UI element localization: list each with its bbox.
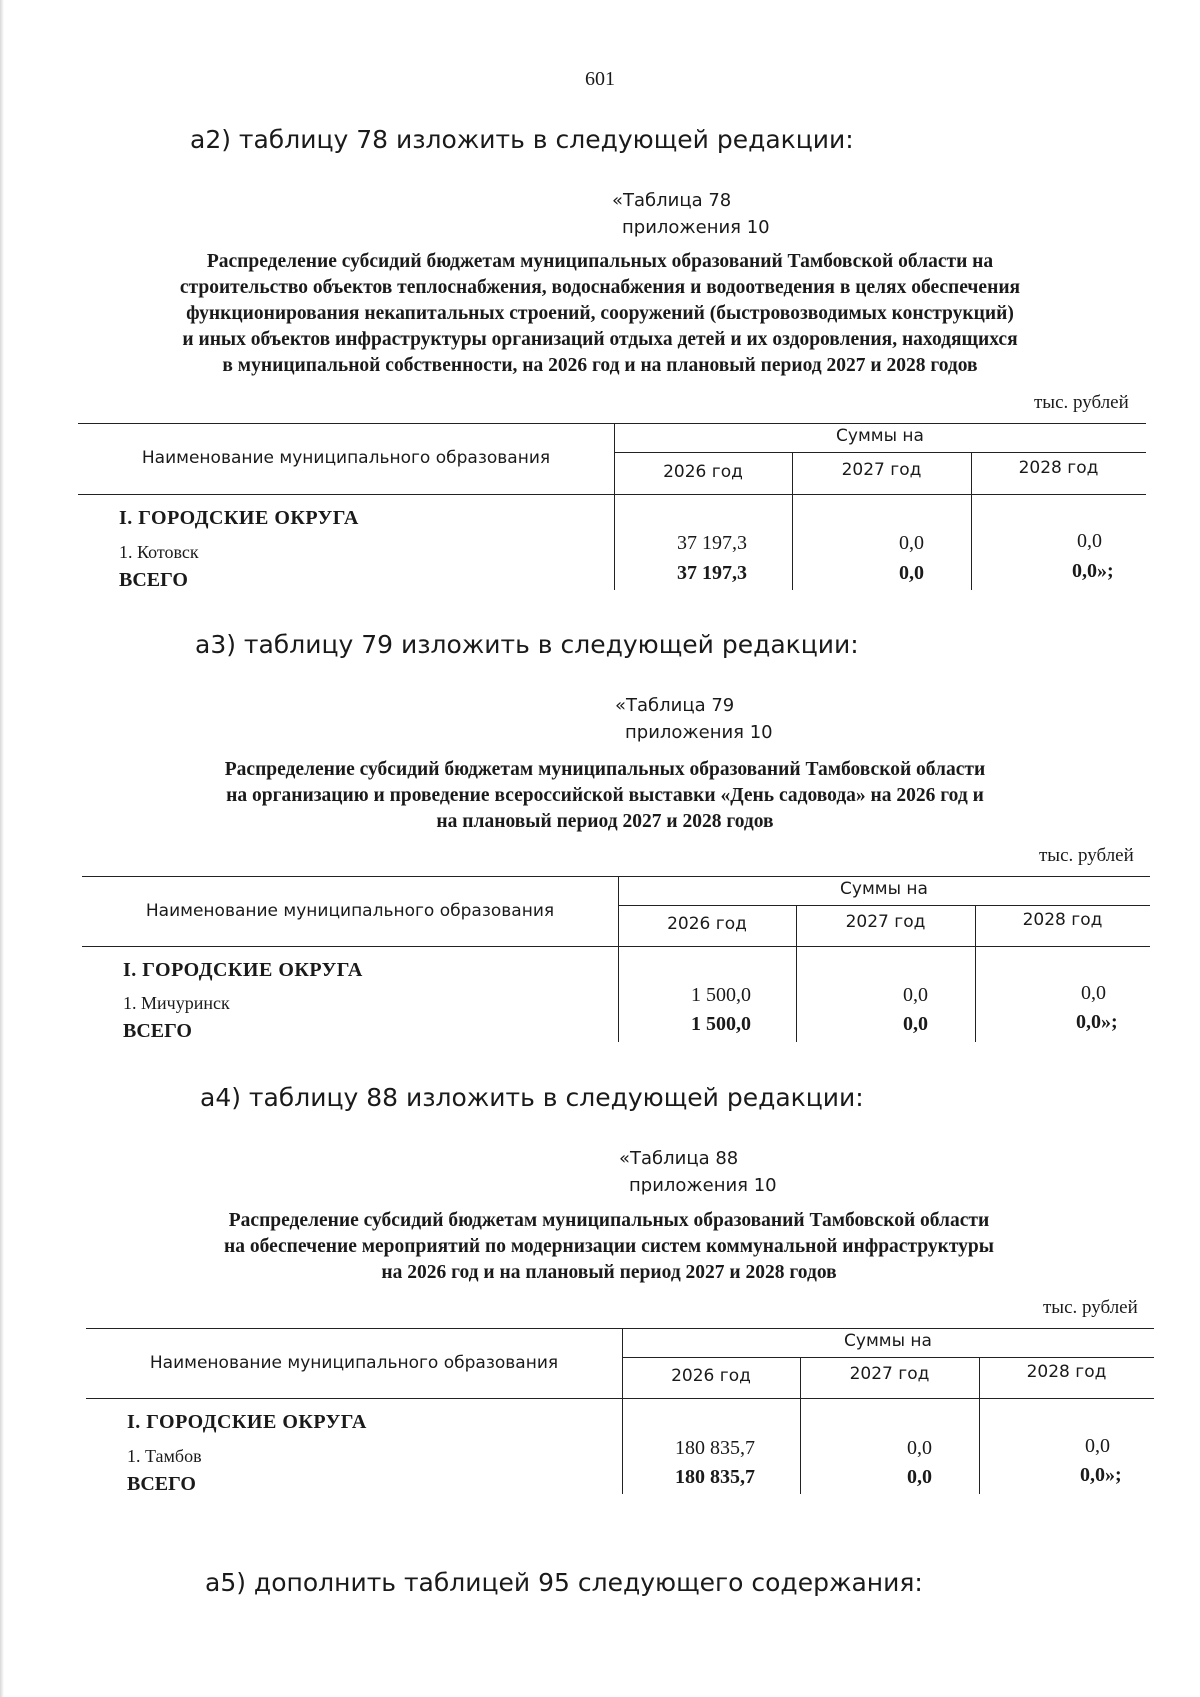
- page-number: 601: [585, 68, 615, 90]
- table-top-border: [78, 423, 1146, 424]
- table-reference: [619, 1145, 777, 1199]
- table-title-line: на 2026 год и на плановый период 2027 и 2028 годов: [381, 1262, 837, 1283]
- row-value-2027: 0,0: [907, 1437, 932, 1459]
- header-year: 2027 год: [841, 460, 922, 480]
- table-title-line: на плановый период 2027 и 2028 годов: [436, 811, 774, 832]
- units-label: тыс. рублей: [1043, 1297, 1138, 1318]
- table-title-line: строительство объектов теплоснабжения, водоснабжения и водоотведения в целях обеспечения: [179, 277, 1021, 298]
- header-year: 2026 год: [667, 914, 747, 934]
- total-value-2028: 0,0»;: [1080, 1464, 1122, 1486]
- instruction-text: а5) дополнить таблицей 95 следующего содержания:: [205, 1568, 923, 1597]
- row-value-2027: 0,0: [899, 532, 924, 554]
- table-top-border: [82, 876, 1150, 877]
- table-title-line: на организацию и проведение всероссийской выставки «День садовода» на 2026 год и: [226, 785, 984, 806]
- total-value-2027: 0,0: [899, 562, 924, 584]
- row-label: 1. Мичуринск: [123, 993, 230, 1013]
- units-label: тыс. рублей: [1034, 392, 1129, 413]
- table-top-border: [86, 1328, 1154, 1329]
- header-sums: Суммы на: [836, 426, 924, 446]
- header-name-column: Наименование муниципального образования: [149, 1353, 559, 1373]
- instruction-text: а2) таблицу 78 изложить в следующей редакции:: [190, 125, 854, 154]
- group-label: I. ГОРОДСКИЕ ОКРУГА: [127, 1411, 367, 1433]
- appendix-number: приложения 10: [629, 1175, 777, 1196]
- table-title-line: Распределение субсидий бюджетам муниципальных образований Тамбовской области: [228, 1210, 990, 1231]
- table-title: [95, 757, 1115, 835]
- header-year: 2028 год: [1022, 910, 1103, 930]
- header-bottom-border: [82, 946, 1150, 947]
- total-value-2027: 0,0: [903, 1013, 928, 1035]
- table-title-line: функционирования некапитальных строений, сооружений (быстровозводимых конструкций): [186, 303, 1014, 324]
- header-sums: Суммы на: [840, 879, 928, 899]
- total-value-2026: 180 835,7: [675, 1466, 755, 1488]
- total-value-2028: 0,0»;: [1076, 1011, 1118, 1033]
- table-title: [90, 249, 1110, 379]
- row-value-2026: 180 835,7: [675, 1437, 755, 1459]
- table-title-line: на обеспечение мероприятий по модернизации систем коммунальной инфраструктуры: [224, 1236, 994, 1257]
- total-value-2027: 0,0: [907, 1466, 932, 1488]
- header-divider: [622, 1357, 1154, 1358]
- header-name-column: Наименование муниципального образования: [141, 448, 551, 468]
- total-label: ВСЕГО: [123, 1020, 192, 1042]
- header-bottom-border: [86, 1398, 1154, 1399]
- header-divider: [618, 905, 1150, 906]
- header-name-column: Наименование муниципального образования: [145, 901, 555, 921]
- column-divider: [618, 876, 619, 1042]
- row-value-2026: 1 500,0: [691, 984, 751, 1006]
- column-divider: [614, 423, 615, 590]
- table-title-line: в муниципальной собственности, на 2026 год и на плановый период 2027 и 2028 годов: [222, 355, 978, 376]
- table-title-line: и иных объектов инфраструктуры организаций отдыха детей и их оздоровления, находящихся: [182, 329, 1018, 350]
- row-value-2028: 0,0: [1085, 1435, 1110, 1457]
- table-title-line: Распределение субсидий бюджетам муниципальных образований Тамбовской области на: [206, 251, 994, 272]
- header-year: 2028 год: [1026, 1362, 1107, 1382]
- header-year: 2026 год: [663, 462, 743, 482]
- row-value-2028: 0,0: [1077, 530, 1102, 552]
- column-divider: [622, 1328, 623, 1494]
- total-label: ВСЕГО: [127, 1473, 196, 1495]
- row-value-2028: 0,0: [1081, 982, 1106, 1004]
- header-year: 2026 год: [671, 1366, 751, 1386]
- total-value-2026: 1 500,0: [691, 1013, 751, 1035]
- header-year: 2027 год: [849, 1364, 930, 1384]
- header-bottom-border: [78, 494, 1146, 495]
- appendix-number: приложения 10: [625, 722, 773, 743]
- scan-edge: [0, 0, 4, 1697]
- appendix-number: приложения 10: [622, 217, 770, 238]
- total-label: ВСЕГО: [119, 569, 188, 591]
- instruction-text: а4) таблицу 88 изложить в следующей редакции:: [200, 1083, 864, 1112]
- table-reference: [615, 692, 773, 746]
- header-year: 2028 год: [1018, 458, 1099, 478]
- row-value-2027: 0,0: [903, 984, 928, 1006]
- table-title: [99, 1208, 1119, 1286]
- group-label: I. ГОРОДСКИЕ ОКРУГА: [119, 507, 359, 529]
- table-title-line: Распределение субсидий бюджетам муниципальных образований Тамбовской области: [224, 759, 986, 780]
- row-label: 1. Тамбов: [127, 1446, 202, 1466]
- table-number: «Таблица 79: [615, 695, 735, 716]
- header-divider: [614, 452, 1146, 453]
- table-number: «Таблица 78: [612, 190, 732, 211]
- total-value-2026: 37 197,3: [677, 562, 747, 584]
- units-label: тыс. рублей: [1039, 845, 1134, 866]
- row-value-2026: 37 197,3: [677, 532, 747, 554]
- header-year: 2027 год: [845, 912, 926, 932]
- table-reference: [612, 187, 770, 241]
- table-number: «Таблица 88: [619, 1148, 739, 1169]
- header-sums: Суммы на: [844, 1331, 932, 1351]
- group-label: I. ГОРОДСКИЕ ОКРУГА: [123, 959, 363, 981]
- total-value-2028: 0,0»;: [1072, 560, 1114, 582]
- row-label: 1. Котовск: [119, 542, 199, 562]
- instruction-text: а3) таблицу 79 изложить в следующей редакции:: [195, 630, 859, 659]
